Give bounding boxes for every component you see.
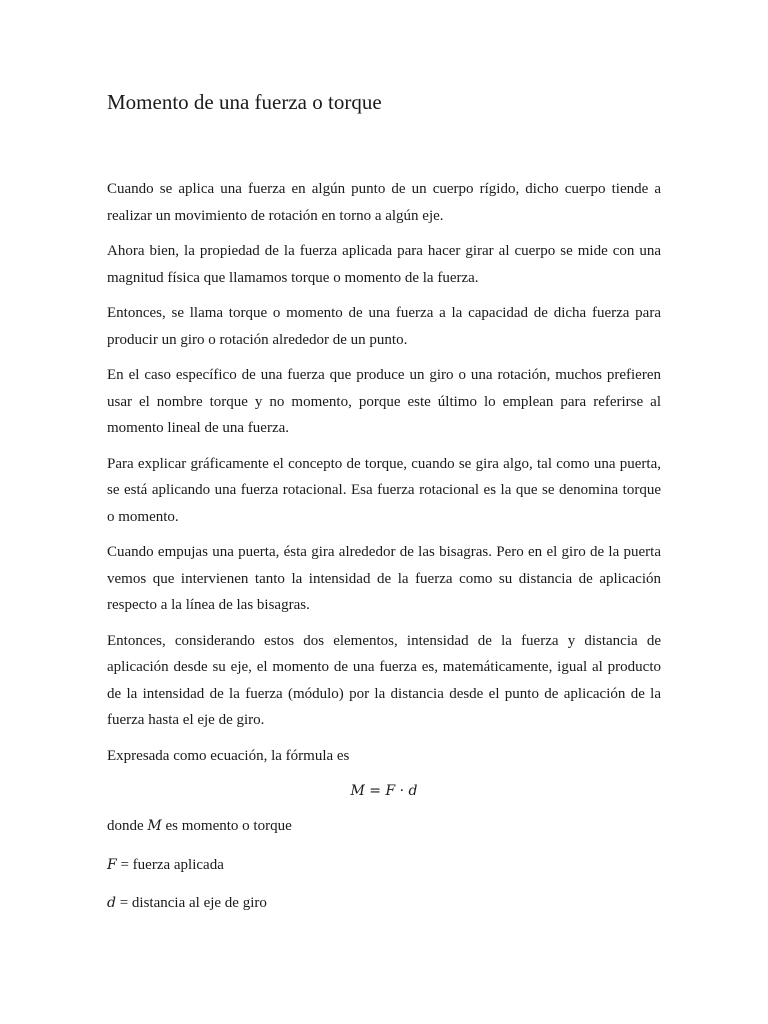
definition-line — [107, 852, 661, 879]
paragraph: Entonces, considerando estos dos elementos, intensidad de la fuerza y distancia de aplicación desde su eje, el momento de una fuerza es, matemáticamente, igual al producto de la intensidad de la fuerza (módulo) por la distancia desde el punto de aplicación de la fuerza hasta el eje de giro. — [107, 632, 661, 728]
math-symbol: d — [107, 895, 116, 911]
definition-prefix: donde — [107, 818, 148, 834]
paragraph: Expresada como ecuación, la fórmula es — [107, 747, 350, 764]
math-symbol: M — [147, 818, 162, 834]
paragraph: Ahora bien, la propiedad de la fuerza aplicada para hacer girar al cuerpo se mide con una magnitud física que llamamos torque o momento de la fuerza. — [107, 243, 661, 286]
definition-text: = fuerza aplicada — [116, 856, 224, 873]
paragraph: En el caso específico de una fuerza que produce un giro o una rotación, muchos prefieren usar el nombre torque y no momento, porque este último lo emplean para referirse al momento lineal de una fuerza. — [107, 367, 661, 436]
paragraph: Entonces, se llama torque o momento de una fuerza a la capacidad de dicha fuerza para producir un giro o rotación alrededor de un punto. — [107, 305, 661, 348]
definition-line — [107, 813, 661, 840]
paragraph: Cuando empujas una puerta, ésta gira alrededor de las bisagras. Pero en el giro de la puerta vemos que intervienen tanto la intensidad de la fuerza como su distancia de aplicación respecto a la línea de las bisagras. — [107, 544, 661, 613]
document-body — [107, 176, 661, 929]
paragraph: Para explicar gráficamente el concepto de torque, cuando se gira algo, tal como una puerta, se está aplicando una fuerza rotacional. Esa fuerza rotacional es la que se denomina torque o momento. — [107, 455, 661, 525]
torque-formula: M = F · d — [350, 783, 418, 799]
math-symbol: F — [107, 856, 117, 873]
definition-text: es momento o torque — [161, 818, 292, 834]
document-title: Momento de una fuerza o torque — [107, 90, 382, 114]
paragraph: Cuando se aplica una fuerza en algún punto de un cuerpo rígido, dicho cuerpo tiende a realizar un movimiento de rotación en torno a algún eje. — [107, 181, 661, 224]
definition-text: = distancia al eje de giro — [115, 895, 267, 911]
definition-line — [107, 890, 661, 917]
